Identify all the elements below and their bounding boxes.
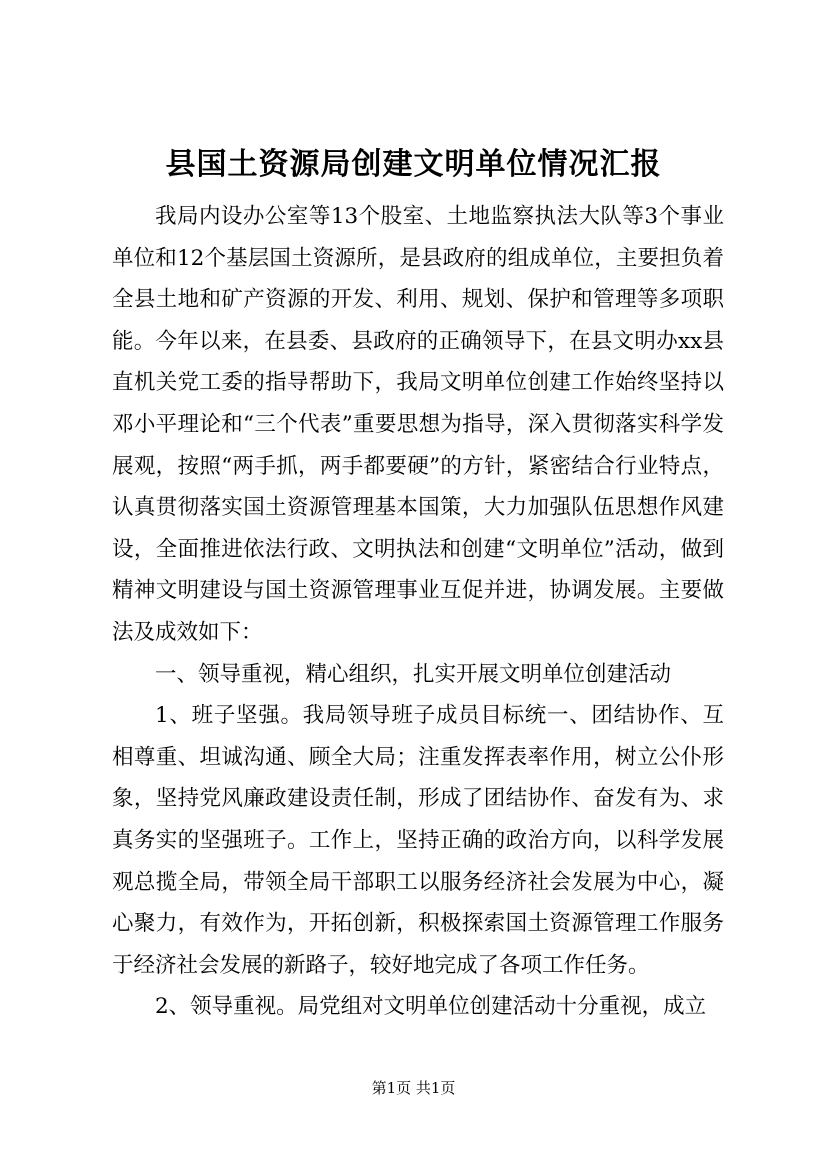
document-body bbox=[112, 196, 724, 1028]
page-footer: 第1页 共1页 bbox=[371, 1079, 456, 1097]
section-heading-1: 一、领导重视，精心组织，扎实开展文明单位创建活动 bbox=[155, 661, 672, 687]
paragraph-intro: 我局内设办公室等13个股室、土地监察执法大队等3个事业单位和12个基层国土资源所，是县政府的组成单位，主要担负着全县土地和矿产资源的开发、利用、规划、保护和管理等多项职能。今年以来，在县委、县政府的正确领导下，在县文明办xx县直机关党工委的指导帮助下，我局文明单位创建工作始终坚持以邓小平理论和“三个代表”重要思想为指导，深入贯彻落实科学发展观，按照“两手抓，两手都要硬”的方针，紧密结合行业特点，认真贯彻落实国土资源管理基本国策，大力加强队伍思想作风建设，全面推进依法行政、文明执法和创建“文明单位”活动，做到精神文明建设与国土资源管理事业互促并进，协调发展。主要做法及成效如下： bbox=[112, 204, 724, 645]
paragraph-leadership: 2、领导重视。局党组对文明单位创建活动十分重视，成立 bbox=[155, 994, 707, 1020]
document-title: 县国土资源局创建文明单位情况汇报 bbox=[165, 147, 662, 182]
paragraph-team: 1、班子坚强。我局领导班子成员目标统一、团结协作、互相尊重、坦诚沟通、顾全大局；注重发挥表率作用，树立公仆形象，坚持党风廉政建设责任制，形成了团结协作、奋发有为、求真务实的坚强班子。工作上，坚持正确的政治方向，以科学发展观总揽全局，带领全局干部职工以服务经济社会发展为中心，凝心聚力，有效作为，开拓创新，积极探索国土资源管理工作服务于经济社会发展的新路子，较好地完成了各项工作任务。 bbox=[112, 703, 724, 978]
